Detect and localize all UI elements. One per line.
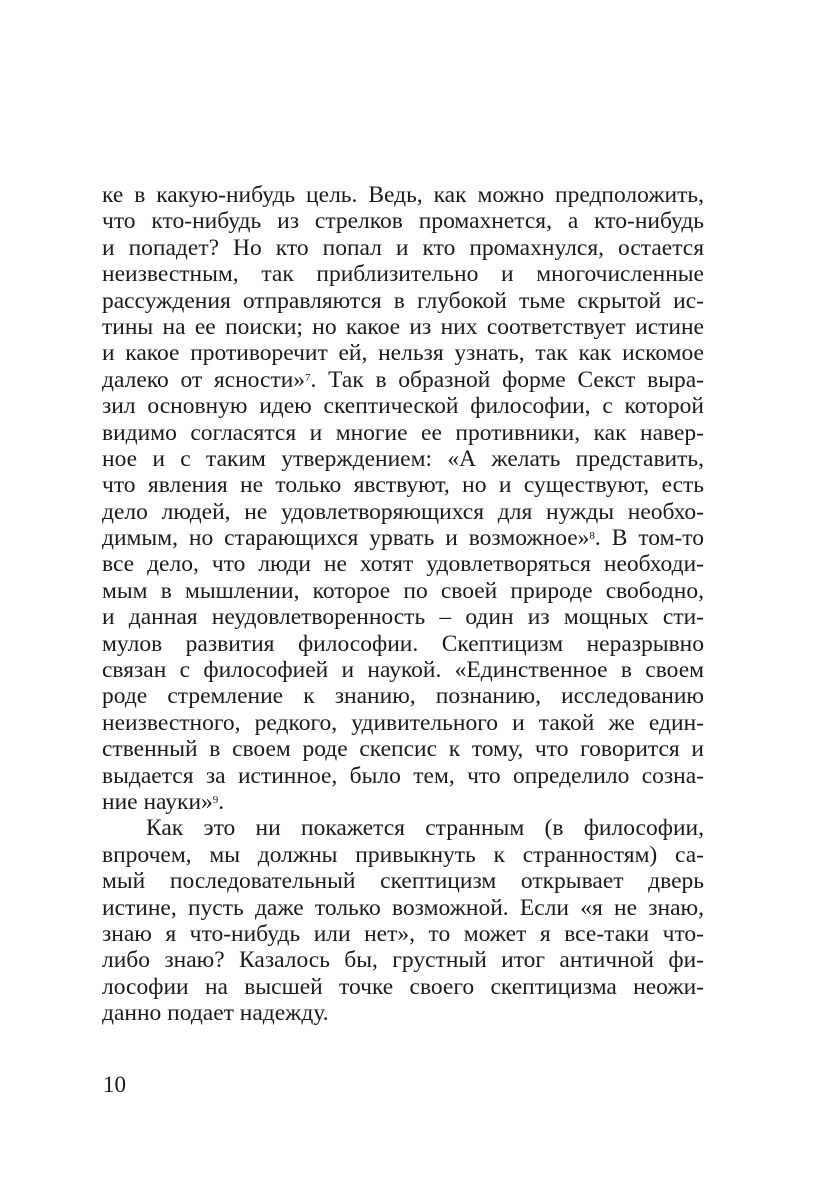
text-line: либо знаю? Казалось бы, грустный итог античной фи- (102, 947, 704, 974)
footnote-ref-8[interactable]: 8 (589, 530, 595, 543)
text-line: что явления не только явствуют, но и существуют, есть (102, 472, 704, 499)
text-segment: . Так в образной форме Секст выра- (310, 366, 704, 393)
footnote-ref-9[interactable]: 9 (212, 793, 219, 806)
text-line: знаю я что-нибудь или нет», то может я все-таки что- (102, 920, 704, 947)
text-line (102, 525, 704, 551)
paragraph-2 (102, 815, 704, 1026)
text-line: неизвестного, редкого, удивительного и такой же един- (102, 709, 704, 736)
text-line: ное и с таким утверждением: «А желать представить, (102, 445, 704, 472)
text-segment: ние науки» (102, 788, 213, 815)
text-line: все дело, что люди не хотят удовлетворяться необходи- (102, 551, 704, 578)
text-line: дело людей, не удовлетворяющихся для нужды необхо- (102, 498, 704, 525)
text-line: впрочем, мы должны привыкнуть к странностям) са- (102, 841, 704, 868)
text-line: мым в мышлении, которое по своей природе свободно, (102, 577, 704, 604)
page-number: 10 (103, 1072, 126, 1097)
paragraph-1 (102, 182, 704, 815)
text-line (102, 789, 704, 815)
page-body (102, 182, 704, 1027)
text-line: и попадет? Но кто попал и кто промахнулся, остается (102, 234, 704, 261)
text-line: неизвестным, так приблизительно и многочисленные (102, 261, 704, 288)
text-line: зил основную идею скептической философии, с которой (102, 393, 704, 420)
text-line: ке в какую-нибудь цель. Ведь, как можно предположить, (102, 182, 704, 208)
text-line: роде стремление к знанию, познанию, исследованию (102, 683, 704, 710)
text-line: лософии на высшей точке своего скептицизма неожи- (102, 973, 704, 1000)
text-line: что кто-нибудь из стрелков промахнется, а кто-нибудь (102, 208, 704, 235)
text-line: истине, пусть даже только возможной. Если «я не знаю, (102, 894, 704, 921)
text-segment: . (218, 788, 225, 815)
text-line: мый последовательный скептицизм открывает дверь (102, 868, 704, 895)
text-line: видимо согласятся и многие ее противники, как навер- (102, 419, 704, 446)
text-line: данно подает надежду. (102, 1000, 329, 1027)
text-line: выдается за истинное, было тем, что определило созна- (102, 762, 704, 789)
text-segment: . В том-то (594, 525, 704, 552)
text-line: и какое противоречит ей, нельзя узнать, так как искомое (102, 340, 704, 367)
text-segment: димым, но старающихся урвать и возможное» (102, 525, 590, 552)
text-line: ственный в своем роде скепсис к тому, что говорится и (102, 736, 704, 763)
text-line: рассуждения отправляются в глубокой тьме скрытой ис- (102, 287, 704, 314)
text-line: Как это ни покажется странным (в философии, (146, 815, 704, 842)
text-line: связан с философией и наукой. «Единственное в своем (102, 657, 704, 684)
text-line: мулов развития философии. Скептицизм неразрывно (102, 630, 704, 657)
text-line: тины на ее поиски; но какое из них соответствует истине (102, 313, 704, 340)
footnote-ref-7[interactable]: 7 (305, 371, 311, 384)
text-line: и данная неудовлетворенность – один из мощных сти- (102, 604, 704, 631)
text-segment: далеко от ясности» (102, 366, 306, 393)
text-line (102, 367, 704, 393)
